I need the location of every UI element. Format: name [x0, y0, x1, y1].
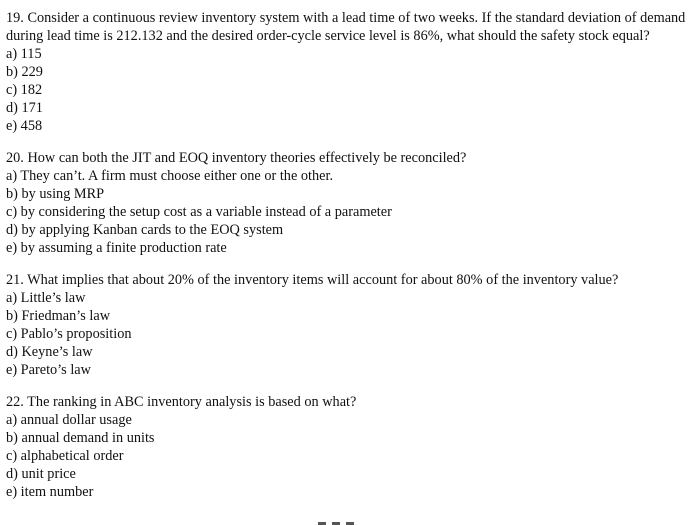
answer-option: d) unit price: [6, 466, 76, 482]
question-stem: 19. Consider a continuous review inventory system with a lead time of two weeks. If the standard deviation of demand during lead time is 212.132 and the desired order-cycle service level is 86%, what should the safety stock equal?: [6, 10, 686, 44]
question-22: [6, 393, 694, 501]
answer-option: d) Keyne’s law: [6, 344, 93, 360]
question-20: [6, 149, 694, 257]
question-stem: 22. The ranking in ABC inventory analysis is based on what?: [6, 394, 357, 410]
answer-option: a) 115: [6, 46, 42, 62]
question-stem: 21. What implies that about 20% of the inventory items will account for about 80% of the inventory value?: [6, 272, 619, 288]
answer-option: e) 458: [6, 118, 43, 134]
question-sheet: [6, 9, 694, 515]
answer-options: [6, 289, 694, 379]
answer-option: c) by considering the setup cost as a variable instead of a parameter: [6, 204, 392, 220]
answer-option: d) by applying Kanban cards to the EOQ system: [6, 222, 284, 238]
cropped-text-fragment: [318, 518, 378, 525]
answer-option: c) 182: [6, 82, 43, 98]
answer-option: c) alphabetical order: [6, 448, 124, 464]
answer-option: a) Little’s law: [6, 290, 86, 306]
answer-option: d) 171: [6, 100, 43, 116]
answer-option: b) 229: [6, 64, 43, 80]
answer-options: [6, 411, 694, 501]
question-19: [6, 9, 694, 135]
answer-option: e) item number: [6, 484, 94, 500]
answer-options: [6, 167, 694, 257]
answer-option: b) annual demand in units: [6, 430, 155, 446]
question-21: [6, 271, 694, 379]
answer-option: e) by assuming a finite production rate: [6, 240, 227, 256]
answer-option: e) Pareto’s law: [6, 362, 91, 378]
answer-option: a) They can’t. A firm must choose either one or the other.: [6, 168, 334, 184]
answer-option: b) Friedman’s law: [6, 308, 111, 324]
answer-option: b) by using MRP: [6, 186, 105, 202]
answer-option: c) Pablo’s proposition: [6, 326, 132, 342]
answer-options: [6, 45, 694, 135]
question-stem: 20. How can both the JIT and EOQ inventory theories effectively be reconciled?: [6, 150, 467, 166]
answer-option: a) annual dollar usage: [6, 412, 132, 428]
